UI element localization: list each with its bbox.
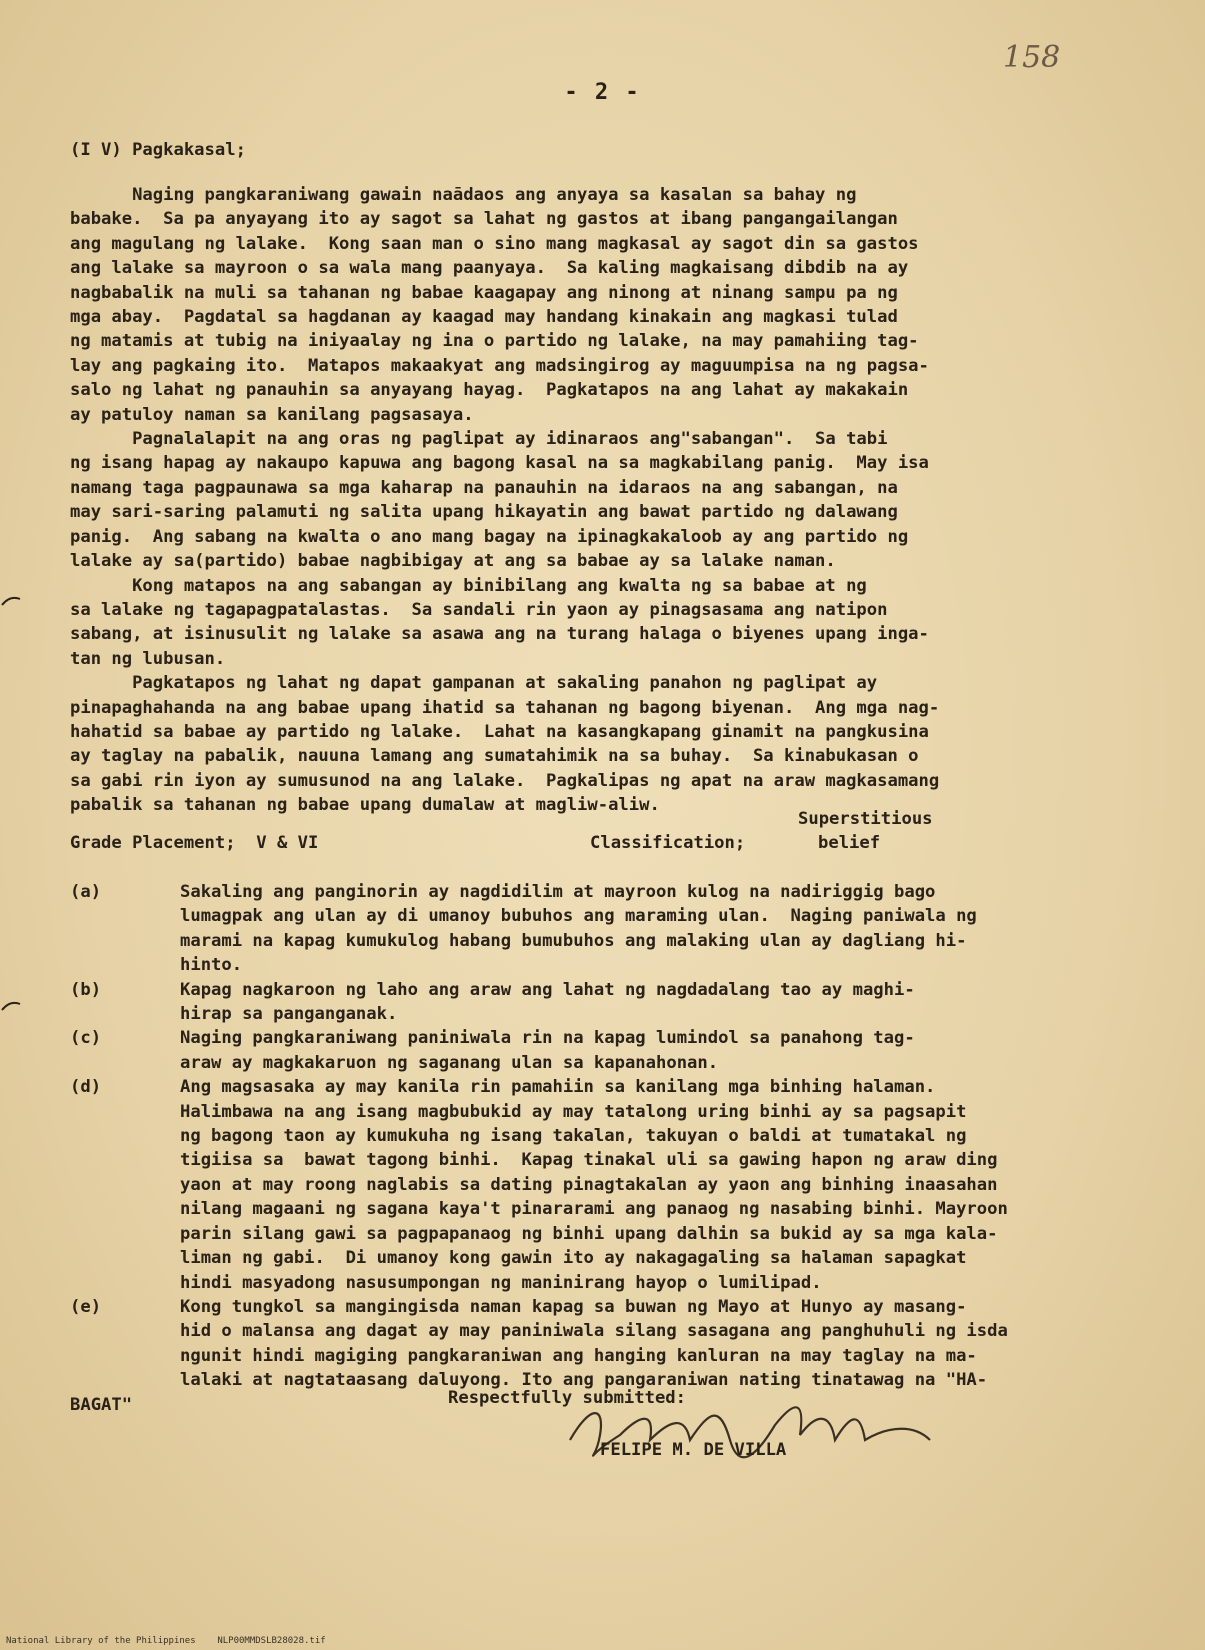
body-line: lay ang pagkaing ito. Matapos makaakyat ang madsingirog ay maguumpisa na ng pagsa- [70, 355, 929, 376]
handwritten-page-number: 158 [1003, 40, 1061, 75]
list-item-line: parin silang gawi sa pagpapanaog ng binhi upang dalhin sa bukid ay sa mga kala- [180, 1223, 998, 1244]
closing-line: Respectfully submitted: [448, 1388, 686, 1408]
body-line: ang magulang ng lalake. Kong saan man o sino mang magkasal ay sagot din sa gastos [70, 233, 919, 254]
body-line: ay patuloy naman sa kanilang pagsasaya. [70, 404, 474, 425]
list-item-line: Naging pangkaraniwang paniniwala rin na kapag lumindol sa panahong tag- [180, 1028, 915, 1049]
list-item-line: yaon at may roong naglabis sa dating pinagtakalan ay yaon ang binhing inaasahan [180, 1174, 998, 1195]
list-item-label: (e) [70, 1296, 102, 1317]
list-item-line: nilang magaani ng sagana kaya't pinararami ang panaog ng nasabing binhi. Mayroon [180, 1199, 1008, 1220]
section-body [70, 183, 1170, 818]
list-item-line: Halimbawa na ang isang magbubukid ay may tatalong uring binhi ay sa pagsapit [180, 1101, 967, 1122]
list-item-label: (d) [70, 1077, 102, 1098]
list-item-line: araw ay magkakaruon ng saganang ulan sa kapanahonan. [180, 1052, 719, 1073]
classification-value-line2: belief [818, 833, 881, 853]
body-line: salo ng lahat ng panauhin sa anyayang hayag. Pagkatapos na ang lahat ay makakain [70, 380, 909, 401]
list-item-line: hirap sa panganganak. [180, 1004, 398, 1025]
hole-punch-mark [0, 595, 22, 607]
list-item-line: lumagpak ang ulan ay di umanoy bubuhos ang maraming ulan. Naging paniwala ng [180, 906, 977, 927]
list-item-line: lalaki at nagtataasang daluyong. Ito ang pangaraniwan nating tinatawag na "HA- [180, 1370, 988, 1391]
body-line: Kong matapos na ang sabangan ay binibilang ang kwalta ng sa babae at ng [70, 575, 867, 596]
body-line: namang taga pagpaunawa sa mga kaharap na panauhin na idaraos na ang sabangan, na [70, 477, 898, 498]
body-line: pinapaghahanda na ang babae upang ihatid sa tahanan ng bagong biyenan. Ang mga nag- [70, 697, 940, 718]
body-line: tan ng lubusan. [70, 648, 226, 669]
classification-value-line1: Superstitious [798, 809, 933, 829]
list-item-line: marami na kapag kumukulog habang bumubuhos ang malaking ulan ay dagliang hi- [180, 930, 967, 951]
list-item [70, 880, 1170, 978]
grade-placement-label: Grade Placement; V & VI [70, 833, 319, 853]
body-line: Naging pangkaraniwang gawain naādaos ang anyaya sa kasalan sa bahay ng [70, 185, 857, 205]
page-marker: - 2 - [564, 80, 641, 105]
list-item-label: (a) [70, 882, 102, 902]
list-item [70, 1295, 1170, 1393]
list-item-line: Sakaling ang panginorin ay nagdidilim at mayroon kulog na nadiriggig bago [180, 882, 936, 902]
list-item-line: Ang magsasaka ay may kanila rin pamahiin sa kanilang mga binhing halaman. [180, 1077, 936, 1098]
list-item-line: Kapag nagkaroon ng laho ang araw ang lahat ng nagdadalang tao ay maghi- [180, 979, 915, 1000]
body-line: mga abay. Pagdatal sa hagdanan ay kaagad may handang kinakain ang magkasi tulad [70, 307, 898, 328]
list-item-line: tigiisa sa bawat tagong binhi. Kapag tinakal uli sa gawing hapon ng araw ding [180, 1150, 998, 1171]
list-item-text [180, 880, 977, 978]
body-line: sa gabi rin iyon ay sumusunod na ang lalake. Pagkalipas ng apat na araw magkasamang [70, 770, 940, 791]
list-item-line: hindi masyadong nasusumpongan ng maninirang hayop o lumilipad. [180, 1272, 822, 1293]
signatory-name: FELIPE M. DE VILLA [600, 1440, 787, 1460]
archive-footer: National Library of the Philippines NLP00MMDSLB28028.tif [6, 1636, 326, 1646]
body-line: Pagkatapos ng lahat ng dapat gampanan at sakaling panahon ng paglipat ay [70, 673, 878, 694]
list-item-line: liman ng gabi. Di umanoy kong gawin ito ay nakagagaling sa halaman sapagkat [180, 1248, 967, 1269]
section-title: (I V) Pagkakasal; [70, 140, 246, 160]
list-item [70, 1075, 1170, 1295]
body-line: ng isang hapag ay nakaupo kapuwa ang bagong kasal na sa magkabilang panig. May isa [70, 453, 929, 474]
body-line: pabalik sa tahanan ng babae upang dumalaw at magliw-aliw. [70, 795, 660, 816]
body-line: ay taglay na pabalik, nauuna lamang ang sumatahimik na sa buhay. Sa kinabukasan o [70, 746, 919, 767]
body-line: Pagnalalapit na ang oras ng paglipat ay idinaraos ang"sabangan". Sa tabi [70, 429, 888, 450]
body-line: hahatid sa babae ay partido ng lalake. Lahat na kasangkapang ginamit na pangkusina [70, 721, 929, 742]
list-item [70, 1026, 1170, 1075]
list-item-text [180, 1295, 1008, 1393]
list-item-line: Kong tungkol sa mangingisda naman kapag sa buwan ng Mayo at Hunyo ay masang- [180, 1296, 967, 1317]
list-item-tail: BAGAT" [70, 1394, 133, 1415]
hole-punch-mark [0, 1000, 22, 1012]
list-item-line: hid o malansa ang dagat ay may paniniwala silang sasagana ang panghuhuli ng isda [180, 1321, 1008, 1342]
superstition-list [70, 880, 1170, 1417]
list-item-line: hinto. [180, 955, 243, 976]
body-line: ng matamis at tubig na iniyaalay ng ina o partido ng lalake, na may pamahiing tag- [70, 331, 919, 352]
list-item [70, 978, 1170, 1027]
body-line: panig. Ang sabang na kwalta o ano mang bagay na ipinagkakaloob ay ang partido ng [70, 526, 909, 547]
list-item-text [180, 1075, 1008, 1295]
classification-label: Classification; [590, 833, 746, 853]
list-item-line: ngunit hindi magiging pangkaraniwan ang hanging kanluran na may taglay na ma- [180, 1345, 977, 1366]
body-line: babake. Sa pa anyayang ito ay sagot sa lahat ng gastos at ibang pangangailangan [70, 209, 898, 230]
body-line: nagbabalik na muli sa tahanan ng babae kaagapay ang ninong at ninang sampu pa ng [70, 282, 898, 303]
body-line: ang lalake sa mayroon o sa wala mang paanyaya. Sa kaling magkaisang dibdib na ay [70, 258, 909, 279]
body-line: sabang, at isinusulit ng lalake sa asawa ang na turang halaga o biyenes upang inga- [70, 624, 929, 645]
list-item-label: (b) [70, 979, 102, 1000]
body-line: lalake ay sa(partido) babae nagbibigay at ang sa babae ay sa lalake naman. [70, 551, 836, 572]
list-item-text [180, 1026, 915, 1075]
body-line: sa lalake ng tagapagpatalastas. Sa sandali rin yaon ay pinagsasama ang natipon [70, 599, 888, 620]
classification-block [70, 807, 1170, 857]
list-item-text [180, 978, 915, 1027]
list-item-label: (c) [70, 1028, 102, 1049]
list-item-line: ng bagong taon ay kumukuha ng isang takalan, takuyan o baldi at tumatakal ng [180, 1126, 967, 1147]
body-line: may sari-saring palamuti ng salita upang hikayatin ang bawat partido ng dalawang [70, 502, 898, 523]
